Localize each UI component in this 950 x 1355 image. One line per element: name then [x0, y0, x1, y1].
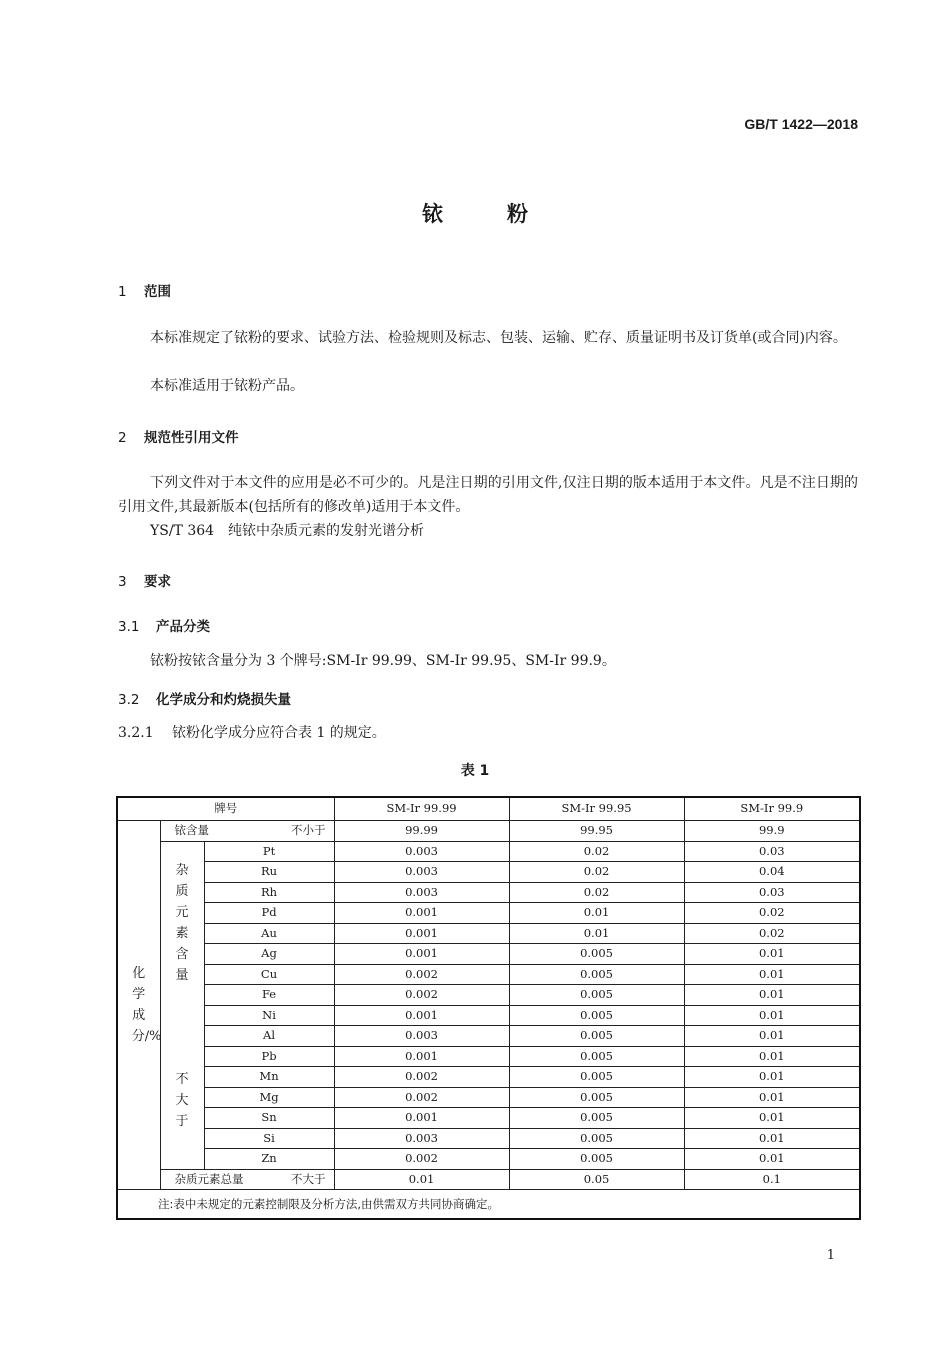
table-cell: 0.01 — [684, 1067, 860, 1088]
table-cell: 0.005 — [509, 964, 684, 985]
page-title: 铱粉 — [422, 202, 592, 226]
table-cell: 0.02 — [509, 882, 684, 903]
element-symbol: Rh — [204, 882, 334, 903]
table-cell: 0.1 — [684, 1169, 860, 1190]
table-cell: 0.001 — [334, 944, 509, 965]
element-symbol: Ni — [204, 1005, 334, 1026]
impurity-content-label: 杂质元素含量 不大于 — [160, 841, 204, 1169]
table-cell: 0.002 — [334, 1087, 509, 1108]
table-cell: 0.005 — [509, 1087, 684, 1108]
table-cell: 0.003 — [334, 841, 509, 862]
table-cell: 0.001 — [334, 903, 509, 924]
table-cell: 0.001 — [334, 1046, 509, 1067]
impurity-row — [117, 1087, 860, 1108]
section-2-para-1: 下列文件对于本文件的应用是必不可少的。凡是注日期的引用文件,仅注日期的版本适用于本文件。凡是不注日期的引用文件,其最新版本(包括所有的修改单)适用于本文件。 — [118, 475, 858, 515]
table-cell: 0.01 — [684, 985, 860, 1006]
section-1-para-2: 本标准适用于铱粉产品。 — [150, 378, 304, 394]
standard-number: GB/T 1422—2018 — [744, 116, 858, 132]
table-cell: 0.003 — [334, 862, 509, 883]
brand-header: SM-Ir 99.99 — [334, 797, 509, 821]
normative-reference: YS/T 364 纯铱中杂质元素的发射光谱分析 — [150, 523, 425, 539]
impurity-row — [117, 1149, 860, 1170]
section-1-para-1: 本标准规定了铱粉的要求、试验方法、检验规则及标志、包装、运输、贮存、质量证明书及订货单(或合同)内容。 — [150, 330, 847, 346]
table-cell: 0.005 — [509, 1128, 684, 1149]
section-2-heading: 2 规范性引用文件 — [118, 430, 239, 446]
impurity-row — [117, 1128, 860, 1149]
table-cell: 0.02 — [509, 841, 684, 862]
element-symbol: Pt — [204, 841, 334, 862]
table-cell: 0.03 — [684, 882, 860, 903]
section-3-1-para: 铱粉按铱含量分为 3 个牌号:SM-Ir 99.99、SM-Ir 99.95、SM-Ir 99.9。 — [150, 653, 616, 669]
table-cell: 0.01 — [684, 964, 860, 985]
table-cell: 0.005 — [509, 1067, 684, 1088]
section-3-2-1-para: 3.2.1 铱粉化学成分应符合表 1 的规定。 — [118, 725, 386, 741]
impurity-row — [117, 841, 860, 862]
impurity-row — [117, 903, 860, 924]
impurity-row — [117, 944, 860, 965]
impurity-row — [117, 1108, 860, 1129]
table-cell: 0.01 — [509, 903, 684, 924]
table-cell: 0.01 — [684, 1026, 860, 1047]
section-1-heading: 1 范围 — [118, 284, 171, 300]
table-cell: 0.001 — [334, 923, 509, 944]
brand-header: SM-Ir 99.9 — [684, 797, 860, 821]
table-cell: 0.005 — [509, 1046, 684, 1067]
element-symbol: Pb — [204, 1046, 334, 1067]
element-symbol: Si — [204, 1128, 334, 1149]
table-cell: 0.002 — [334, 1149, 509, 1170]
table-cell: 0.01 — [684, 1087, 860, 1108]
impurity-row — [117, 923, 860, 944]
table-note-row — [117, 1190, 860, 1220]
section-3-heading: 3 要求 — [118, 574, 171, 590]
impurity-row — [117, 964, 860, 985]
table-cell: 99.99 — [334, 821, 509, 842]
table-cell: 0.002 — [334, 985, 509, 1006]
brand-label: 牌号 — [117, 797, 334, 821]
section-3-1-heading: 3.1 产品分类 — [118, 619, 210, 635]
table-cell: 0.02 — [684, 903, 860, 924]
table-cell: 0.01 — [684, 1128, 860, 1149]
table-cell: 0.005 — [509, 1005, 684, 1026]
table-cell: 0.005 — [509, 1026, 684, 1047]
impurity-row — [117, 882, 860, 903]
impurity-row — [117, 1067, 860, 1088]
impurity-row — [117, 1046, 860, 1067]
table-note: 注:表中未规定的元素控制限及分析方法,由供需双方共同协商确定。 — [117, 1190, 860, 1220]
element-symbol: Au — [204, 923, 334, 944]
composition-table — [116, 796, 861, 1220]
table-cell: 0.003 — [334, 1026, 509, 1047]
table-cell: 0.01 — [684, 944, 860, 965]
table-cell: 0.005 — [509, 944, 684, 965]
element-symbol: Mg — [204, 1087, 334, 1108]
element-symbol: Pd — [204, 903, 334, 924]
table-cell: 99.95 — [509, 821, 684, 842]
element-symbol: Zn — [204, 1149, 334, 1170]
table-cell: 0.04 — [684, 862, 860, 883]
element-symbol: Ru — [204, 862, 334, 883]
impurity-row — [117, 1005, 860, 1026]
table-cell: 0.02 — [509, 862, 684, 883]
element-symbol: Sn — [204, 1108, 334, 1129]
table-cell: 0.005 — [509, 985, 684, 1006]
table-cell: 0.03 — [684, 841, 860, 862]
impurity-row — [117, 985, 860, 1006]
table-cell: 0.001 — [334, 1005, 509, 1026]
impurity-row — [117, 1026, 860, 1047]
table-cell: 0.003 — [334, 882, 509, 903]
element-symbol: Mn — [204, 1067, 334, 1088]
table-cell: 0.01 — [684, 1005, 860, 1026]
table-cell: 0.003 — [334, 1128, 509, 1149]
table-cell: 0.005 — [509, 1108, 684, 1129]
table-caption: 表 1 — [460, 763, 490, 779]
element-symbol: Fe — [204, 985, 334, 1006]
table-cell: 0.01 — [334, 1169, 509, 1190]
table-cell: 0.02 — [684, 923, 860, 944]
table-cell: 0.002 — [334, 1067, 509, 1088]
table-cell: 0.01 — [684, 1149, 860, 1170]
brand-header: SM-Ir 99.95 — [509, 797, 684, 821]
impurity-total-row — [117, 1169, 860, 1190]
table-cell: 0.002 — [334, 964, 509, 985]
table-cell: 0.01 — [509, 923, 684, 944]
page-number: 1 — [826, 1248, 835, 1263]
element-symbol: Cu — [204, 964, 334, 985]
chemical-composition-label: 化学成分/% — [117, 821, 160, 1190]
impurity-row — [117, 862, 860, 883]
iridium-content-row — [117, 821, 860, 842]
section-3-2-heading: 3.2 化学成分和灼烧损失量 — [118, 692, 291, 708]
table-cell: 0.01 — [684, 1046, 860, 1067]
impurity-total-label: 杂质元素总量 不大于 — [160, 1169, 334, 1190]
table-cell: 0.01 — [684, 1108, 860, 1129]
element-symbol: Ag — [204, 944, 334, 965]
table-header-row — [117, 797, 860, 821]
table-cell: 99.9 — [684, 821, 860, 842]
table-cell: 0.05 — [509, 1169, 684, 1190]
table-cell: 0.001 — [334, 1108, 509, 1129]
element-symbol: Al — [204, 1026, 334, 1047]
iridium-content-label: 铱含量 不小于 — [160, 821, 334, 842]
table-cell: 0.005 — [509, 1149, 684, 1170]
